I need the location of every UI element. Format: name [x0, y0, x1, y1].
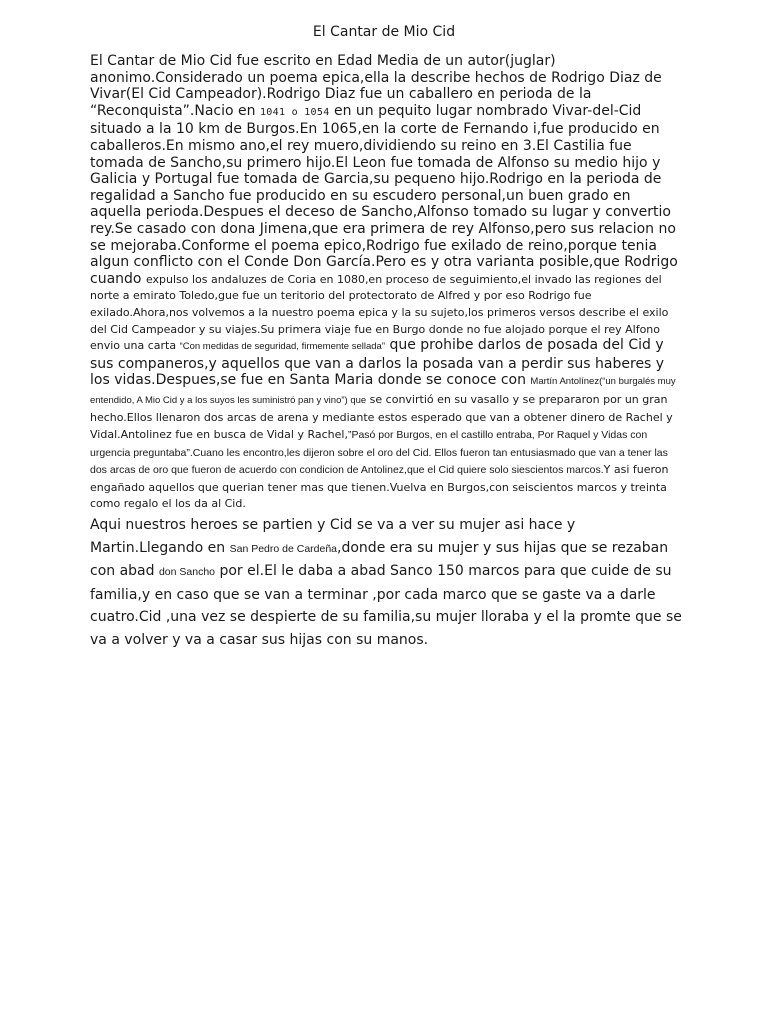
document-body [90, 53, 682, 652]
text-segment: en un pequito lugar nombrado Vivar-del-Cid situado a la 10 km de Burgos.En 1065,en la corte de Fernando i,fue producido en caballeros.En mismo ano,el rey muero,dividiendo su reino en 3.El Castilia fue tomada de Sancho,su primero hijo.El Leon fue tomada de Alfonso su medio hijo y Galicia y Portugal fue tomada de Garcia,su pequeno hijo.Rodrigo en la perioda de regalidad a Sancho fue producido en su escudero personal,un buen grado en aquella perioda.Despues el deceso de Sancho,Alfonso tomado su lugar y convertio rey.Se casado con dona Jimena,que era primera de rey Alfonso,pero sus relacion no se mejoraba.Conforme el poema epico,Rodrigo fue exilado de reino,porque tenia algun conflicto con el Conde Don García.Pero es y otra varianta posible,que Rodrigo cuando [90, 102, 678, 287]
text-segment: por el.El le daba a abad Sanco 150 marcos para que cuide de su familia,y en caso que se van a terminar ,por cada marco que se gaste va a darle cuatro.Cid ,una vez se despierte de su familia,su mujer lloraba y el la promte que se va a volver y va a casar sus hijas con su manos. [90, 563, 682, 648]
text-segment-place: San Pedro de Cardeña [229, 542, 338, 555]
text-segment-small: expulso los andaluzes de Coria en 1080,en proceso de seguimiento,el invado las regiones del norte a emirato Toledo,gue fue un teritorio del protectorato de Alfred y por eso Rodrigo fue exilado.Ahora,nos volvemos a la nuestro poema epica y la su sujeto,los primeros versos describe el exilo del Cid Campeador y su viajes.Su primera viaje fue en Burgo donde no fue alojado porque el rey Alfono envio una carta [90, 272, 669, 353]
text-segment: El Cantar de Mio Cid fue escrito en Edad Media de un autor(juglar) anonimo.Considerado un poema epica,ella la describe hechos de Rodrigo Diaz de Vivar(El Cid Campeador).Rodrigo Diaz fue un caballero en perioda de la “Reconquista”.Nacio en [90, 53, 662, 119]
text-segment-name: don Sancho [158, 566, 216, 579]
text-segment: que prohibe darlos de posada del Cid y sus companeros,y aquellos que van a darlos la posada van a perdir sus haberes y los vidas.Despues,se fue en Santa Maria donde se conoce con [90, 337, 665, 389]
text-segment-quote: Martín Antolínez(“un burgalés muy entendido, A Mio Cid y a los suyos les suministró pan y vino”) que [90, 376, 676, 406]
text-segment-quote: “Con medidas de seguridad, firmemente sellada” [179, 341, 385, 353]
paragraph-final [90, 514, 682, 652]
text-segment: Aqui nuestros heroes se partien y Cid se va a ver su mujer asi hace y Martin.Llegando en [90, 517, 576, 556]
text-segment-dates: 1041 o 1054 [259, 106, 330, 118]
text-segment: ,donde era su mujer y sus hijas que se rezaban con abad [90, 539, 669, 580]
text-segment-small: Cuano les encontro,les dijeron sobre el oro del Cid. Ellos fueron tan entusiasmado que van a tener las dos arcas de oro que fueron de acuerdo con condicion de Antolinez,que el Cid quiere solo siescientos marcos. [90, 446, 668, 477]
document-title: El Cantar de Mio Cid [312, 24, 456, 40]
paragraph-main [90, 53, 682, 512]
text-segment-small: Y asi fueron engañado aquellos que querian tener mas que tienen.Vuelva en Burgos,con seiscientos marcos y treinta como regalo el los da al Cid. [90, 463, 669, 511]
text-segment-quote: ”Pasó por Burgos, en el castillo entraba, Por Raquel y Vidas con urgencia preguntaba”. [90, 429, 648, 459]
text-segment-small: se convirtió en su vasallo y se prepararon por un gran hecho.Ellos llenaron dos arcas de arena y mediante estos esperado que van a obtener dinero de Rachel y Vidal.Antolinez fue en busca de Vidal y Rachel, [90, 392, 673, 442]
